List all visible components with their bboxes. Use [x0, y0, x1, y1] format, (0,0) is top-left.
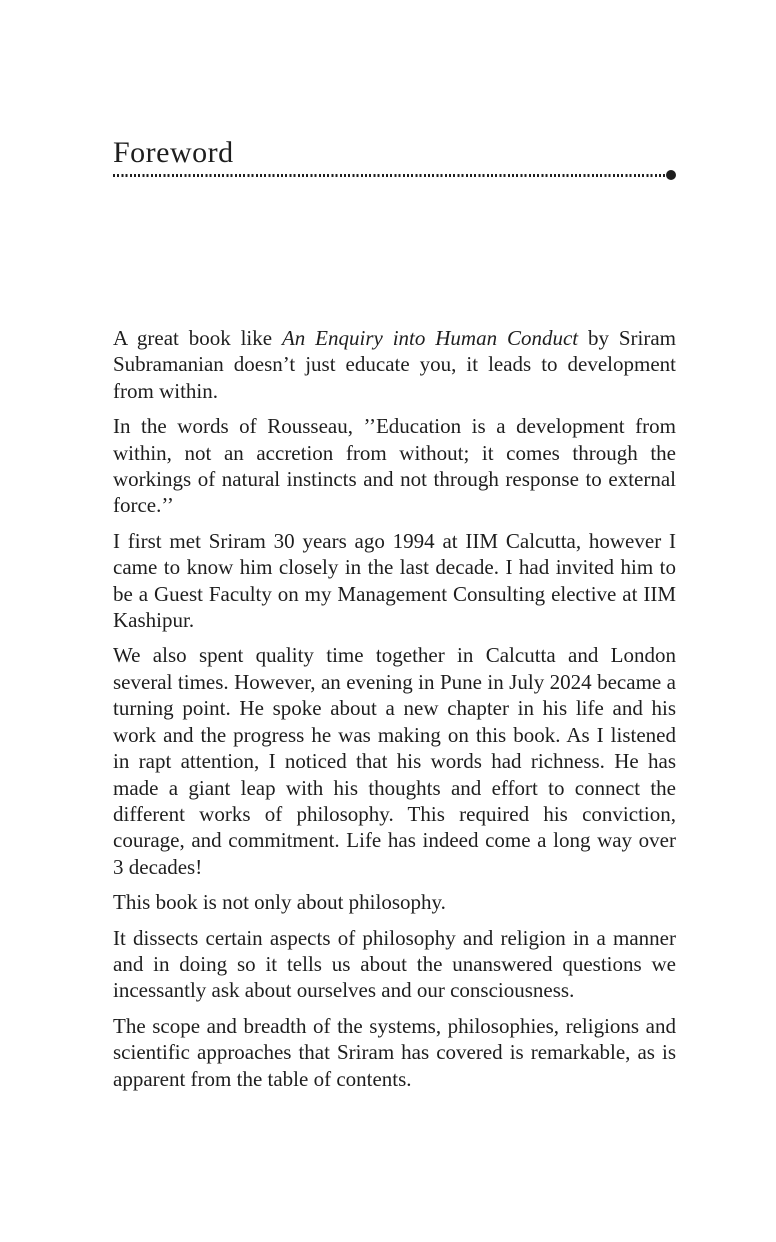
paragraph: [113, 889, 676, 915]
paragraph: [113, 925, 676, 1004]
paragraph: [113, 528, 676, 634]
paragraph: [113, 642, 676, 880]
paragraph: [113, 325, 676, 404]
book-title-italic: An Enquiry into Human Conduct: [281, 326, 579, 350]
paragraph: [113, 1013, 676, 1092]
text-run: This book is not only about philosophy.: [113, 890, 446, 915]
title-rule: [113, 170, 676, 180]
rule-end-dot: [666, 170, 676, 180]
page-content: [113, 138, 676, 1101]
text-run: We also spent quality time together in Calcutta and London several times. However, an evening in Pune in July 2024 became a turning point. He spoke about a new chapter in his life and his work and the progress he was making on this book. As I listened in rapt attention, I noticed that his words had richness. He has made a giant leap with his thoughts and effort to connect the different works of philosophy. This required his conviction, courage, and commitment. Life has indeed come a long way over 3 decades!: [113, 643, 676, 879]
text-run: The scope and breadth of the systems, philosophies, religions and scientific approaches that Sriram has covered is remarkable, as is apparent from the table of contents.: [113, 1013, 676, 1091]
text-run: A great book like: [113, 326, 282, 350]
text-run: In the words of Rousseau, ’’Education is a development from within, not an accretion from without; it comes through the workings of natural instincts and not through response to external force.’’: [113, 414, 676, 518]
foreword-text: [113, 325, 676, 1092]
dotted-line: [113, 174, 665, 177]
paragraph: [113, 413, 676, 519]
text-run: by Sriram Subramanian doesn’t just educate you, it leads to development from within.: [113, 326, 677, 403]
text-run: I first met Sriram 30 years ago 1994 at IIM Calcutta, however I came to know him closely in the last decade. I had invited him to be a Guest Faculty on my Management Consulting elective at IIM Kashipur.: [113, 528, 676, 633]
chapter-header: [113, 138, 676, 180]
page-title: Foreword: [113, 136, 234, 169]
text-run: It dissects certain aspects of philosophy and religion in a manner and in doing so it tells us about the unanswered questions we incessantly ask about ourselves and our consciousness.: [113, 925, 676, 1003]
